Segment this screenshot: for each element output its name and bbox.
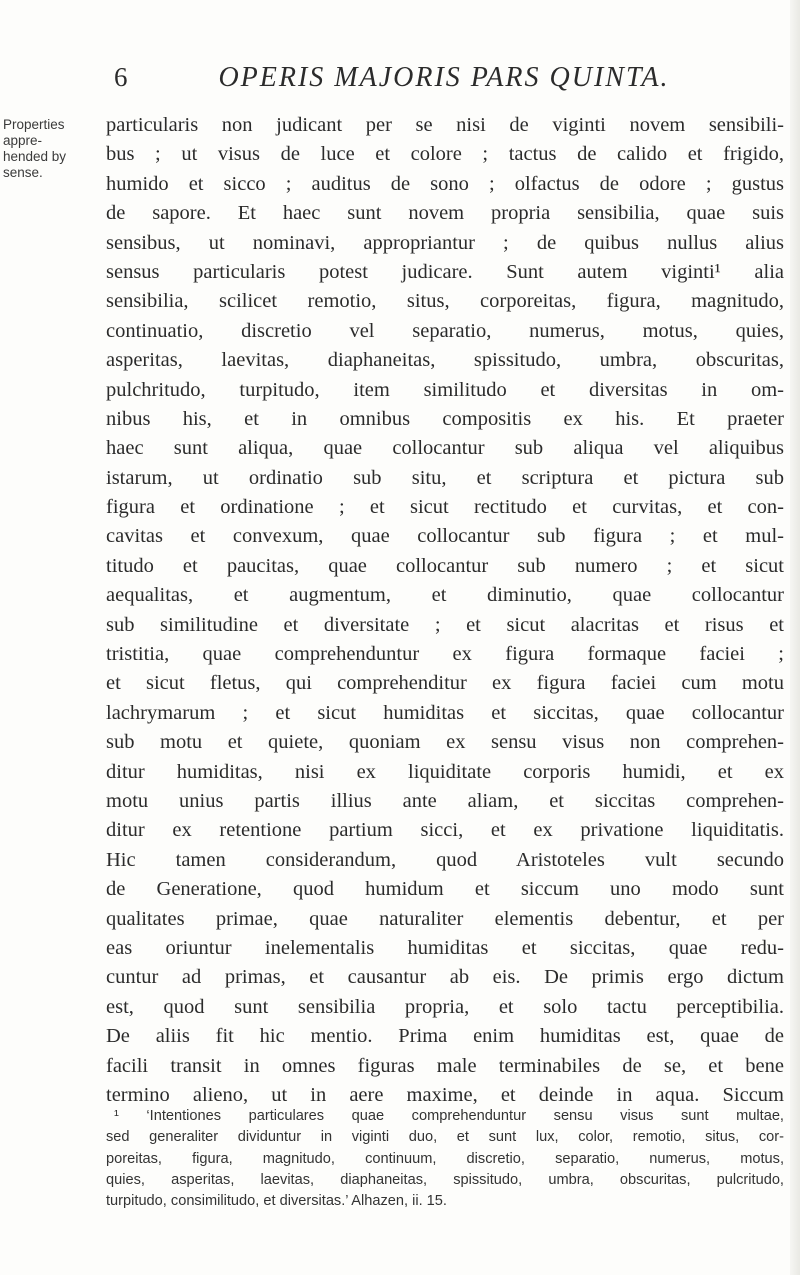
marginal-note-line: hended by: [3, 149, 67, 164]
text-line: et sicut fletus, qui comprehenditur ex figura faciei cum motu: [106, 672, 784, 695]
text-line: Hic tamen considerandum, quod Aristoteles vult secundo: [106, 848, 784, 871]
text-line: lachrymarum ; et sicut humiditas et siccitas, quae collocantur: [106, 701, 784, 724]
text-line: humido et sicco ; auditus de sono ; olfactus de odore ; gustus: [106, 172, 784, 195]
text-line: ditur ex retentione partium sicci, et ex privatione liquiditatis.: [106, 819, 784, 842]
text-line: cavitas et convexum, quae collocantur sub figura ; et mul-: [106, 525, 784, 548]
text-line: bus ; ut visus de luce et colore ; tactus de calido et frigido,: [106, 143, 784, 166]
text-line: sub motu et quiete, quoniam ex sensu visus non comprehen-: [106, 731, 784, 754]
text-line: qualitates primae, quae naturaliter elementis debentur, et per: [106, 907, 784, 930]
marginal-note-line: sense.: [3, 165, 43, 180]
text-line: facili transit in omnes figuras male terminabiles de se, et bene: [106, 1054, 784, 1077]
text-line: sensus particularis potest judicare. Sunt autem viginti¹ alia: [106, 260, 784, 283]
text-line: motu unius partis illius ante aliam, et siccitas comprehen-: [106, 789, 784, 812]
text-line: particularis non judicant per se nisi de viginti novem sensibili-: [106, 114, 784, 136]
text-line: ditur humiditas, nisi ex liquiditate corporis humidi, et ex: [106, 760, 784, 783]
text-line: tristitia, quae comprehenduntur ex figura formaque faciei ;: [106, 643, 784, 666]
text-line: asperitas, laevitas, diaphaneitas, spissitudo, umbra, obscuritas,: [106, 349, 784, 372]
text-line: eas oriuntur inelementalis humiditas et siccitas, quae redu-: [106, 936, 784, 959]
text-line: De aliis fit hic mentio. Prima enim humiditas est, quae de: [106, 1025, 784, 1048]
text-line: sensibilia, scilicet remotio, situs, corporeitas, figura, magnitudo,: [106, 290, 784, 313]
text-line: titudo et paucitas, quae collocantur sub numero ; et sicut: [106, 554, 784, 577]
marginal-note: [3, 117, 99, 181]
footnote-line: ¹ ‘Intentiones particulares quae comprehenduntur sensu visus sunt multae,: [114, 1108, 784, 1124]
page-number: 6: [114, 62, 129, 92]
marginal-note-line: appre-: [3, 133, 43, 148]
text-line: de Generatione, quod humidum et siccum uno modo sunt: [106, 878, 784, 901]
text-line: istarum, ut ordinatio sub situ, et scriptura et pictura sub: [106, 466, 784, 489]
text-line: cuntur ad primas, et causantur ab eis. De primis ergo dictum: [106, 966, 784, 989]
running-title: OPERIS MAJORIS PARS QUINTA.: [218, 62, 670, 93]
footnote-line: poreitas, figura, magnitudo, continuum, discretio, separatio, numerus, motus,: [106, 1150, 784, 1167]
running-head: [108, 62, 780, 102]
marginal-note-line: Properties: [3, 117, 65, 132]
main-text: [106, 111, 784, 1110]
text-line: continuatio, discretio vel separatio, numerus, motus, quies,: [106, 319, 784, 342]
footnote-line: quies, asperitas, laevitas, diaphaneitas, spissitudo, umbra, obscuritas, pulcritudo,: [106, 1171, 784, 1188]
text-line: sensibus, ut nominavi, appropriantur ; de quibus nullus alius: [106, 231, 784, 254]
text-line: haec sunt aliqua, quae collocantur sub aliqua vel aliquibus: [106, 437, 784, 460]
footnote: [106, 1106, 784, 1212]
footnote-line: turpitudo, consimilitudo, et diversitas.’ Alhazen, ii. 15.: [106, 1193, 447, 1210]
page-edge: [790, 0, 800, 1275]
text-line: aequalitas, et augmentum, et diminutio, quae collocantur: [106, 584, 784, 607]
text-line: sub similitudine et diversitate ; et sicut alacritas et risus et: [106, 613, 784, 636]
footnote-line: sed generaliter dividuntur in viginti duo, et sunt lux, color, remotio, situs, cor-: [106, 1129, 784, 1146]
text-line: est, quod sunt sensibilia propria, et solo tactu perceptibilia.: [106, 995, 784, 1018]
text-line: termino alieno, ut in aere maxime, et deinde in aqua. Siccum: [106, 1083, 784, 1106]
text-line: nibus his, et in omnibus compositis ex his. Et praeter: [106, 407, 784, 430]
text-line: figura et ordinatione ; et sicut rectitudo et curvitas, et con-: [106, 496, 784, 519]
text-line: de sapore. Et haec sunt novem propria sensibilia, quae suis: [106, 202, 784, 225]
text-line: pulchritudo, turpitudo, item similitudo et diversitas in om-: [106, 378, 784, 401]
